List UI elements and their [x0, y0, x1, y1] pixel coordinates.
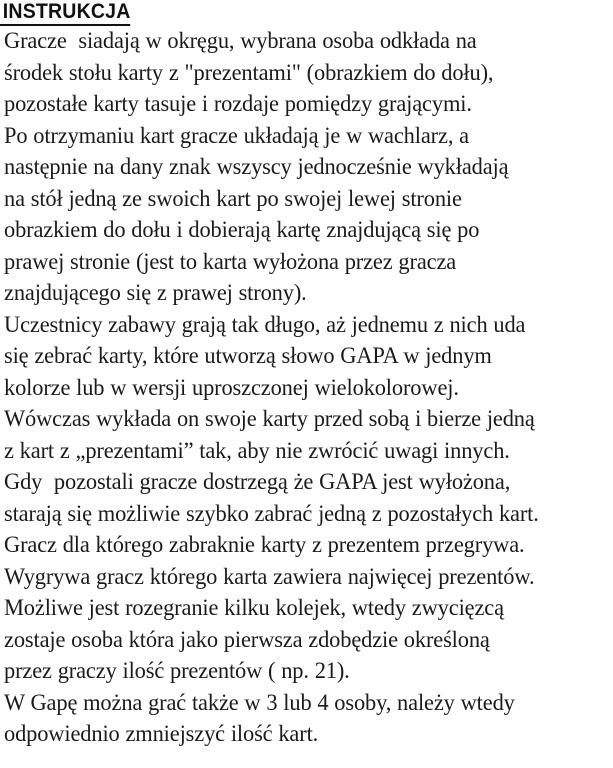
- instruction-line: znajdującego się z prawej strony).: [4, 280, 307, 306]
- instruction-line: Uczestnicy zabawy grają tak długo, aż jednemu z nich uda: [4, 311, 526, 338]
- instruction-line: środek stołu karty z "prezentami" (obrazkiem do dołu),: [4, 59, 494, 86]
- instruction-line: przez graczy ilość prezentów ( np. 21).: [4, 658, 350, 684]
- instruction-line: następnie na dany znak wszyscy jednocześnie wykładają: [4, 154, 509, 180]
- heading-row: [0, 0, 613, 26]
- instruction-line: Wówczas wykłada on swoje karty przed sobą i bierze jedną: [4, 406, 535, 432]
- instruction-line: Gracz dla którego zabraknie karty z prezentem przegrywa.: [4, 532, 525, 558]
- instruction-line: pozostałe karty tasuje i rozdaje pomiędzy grającymi.: [4, 91, 472, 117]
- instruction-line: się zebrać karty, które utworzą słowo GAPA w jednym: [4, 343, 492, 369]
- instruction-line: Wygrywa gracz którego karta zawiera najwięcej prezentów.: [4, 563, 535, 590]
- instruction-line: obrazkiem do dołu i dobierają kartę znajdującą się po: [4, 217, 480, 243]
- instruction-line: z kart z „prezentami” tak, aby nie zwrócić uwagi innych.: [4, 437, 510, 464]
- instruction-line: Po otrzymaniu kart gracze układają je w wachlarz, a: [4, 122, 469, 149]
- instruction-line: odpowiednio zmniejszyć ilość kart.: [4, 721, 319, 747]
- instruction-line: Gracze siadają w okręgu, wybrana osoba odkłada na: [4, 28, 477, 54]
- instruction-line: kolorze lub w wersji uproszczonej wielokolorowej.: [4, 374, 459, 401]
- instruction-line: zostaje osoba która jako pierwsza zdobędzie określoną: [4, 626, 490, 653]
- instruction-line: starają się możliwie szybko zabrać jedną z pozostałych kart.: [4, 500, 539, 527]
- instruction-line: Możliwe jest rozegranie kilku kolejek, wtedy zwycięzcą: [4, 595, 504, 621]
- instructions-text-block: [0, 26, 613, 751]
- instruction-line: prawej stronie (jest to karta wyłożona przez gracza: [4, 248, 457, 275]
- instruction-line: Gdy pozostali gracze dostrzegą że GAPA jest wyłożona,: [4, 469, 511, 495]
- page-title: INSTRUKCJA: [0, 0, 131, 26]
- instruction-line: na stół jedną ze swoich kart po swojej lewej stronie: [4, 185, 462, 212]
- instruction-line: W Gapę można grać także w 3 lub 4 osoby, należy wtedy: [4, 689, 515, 716]
